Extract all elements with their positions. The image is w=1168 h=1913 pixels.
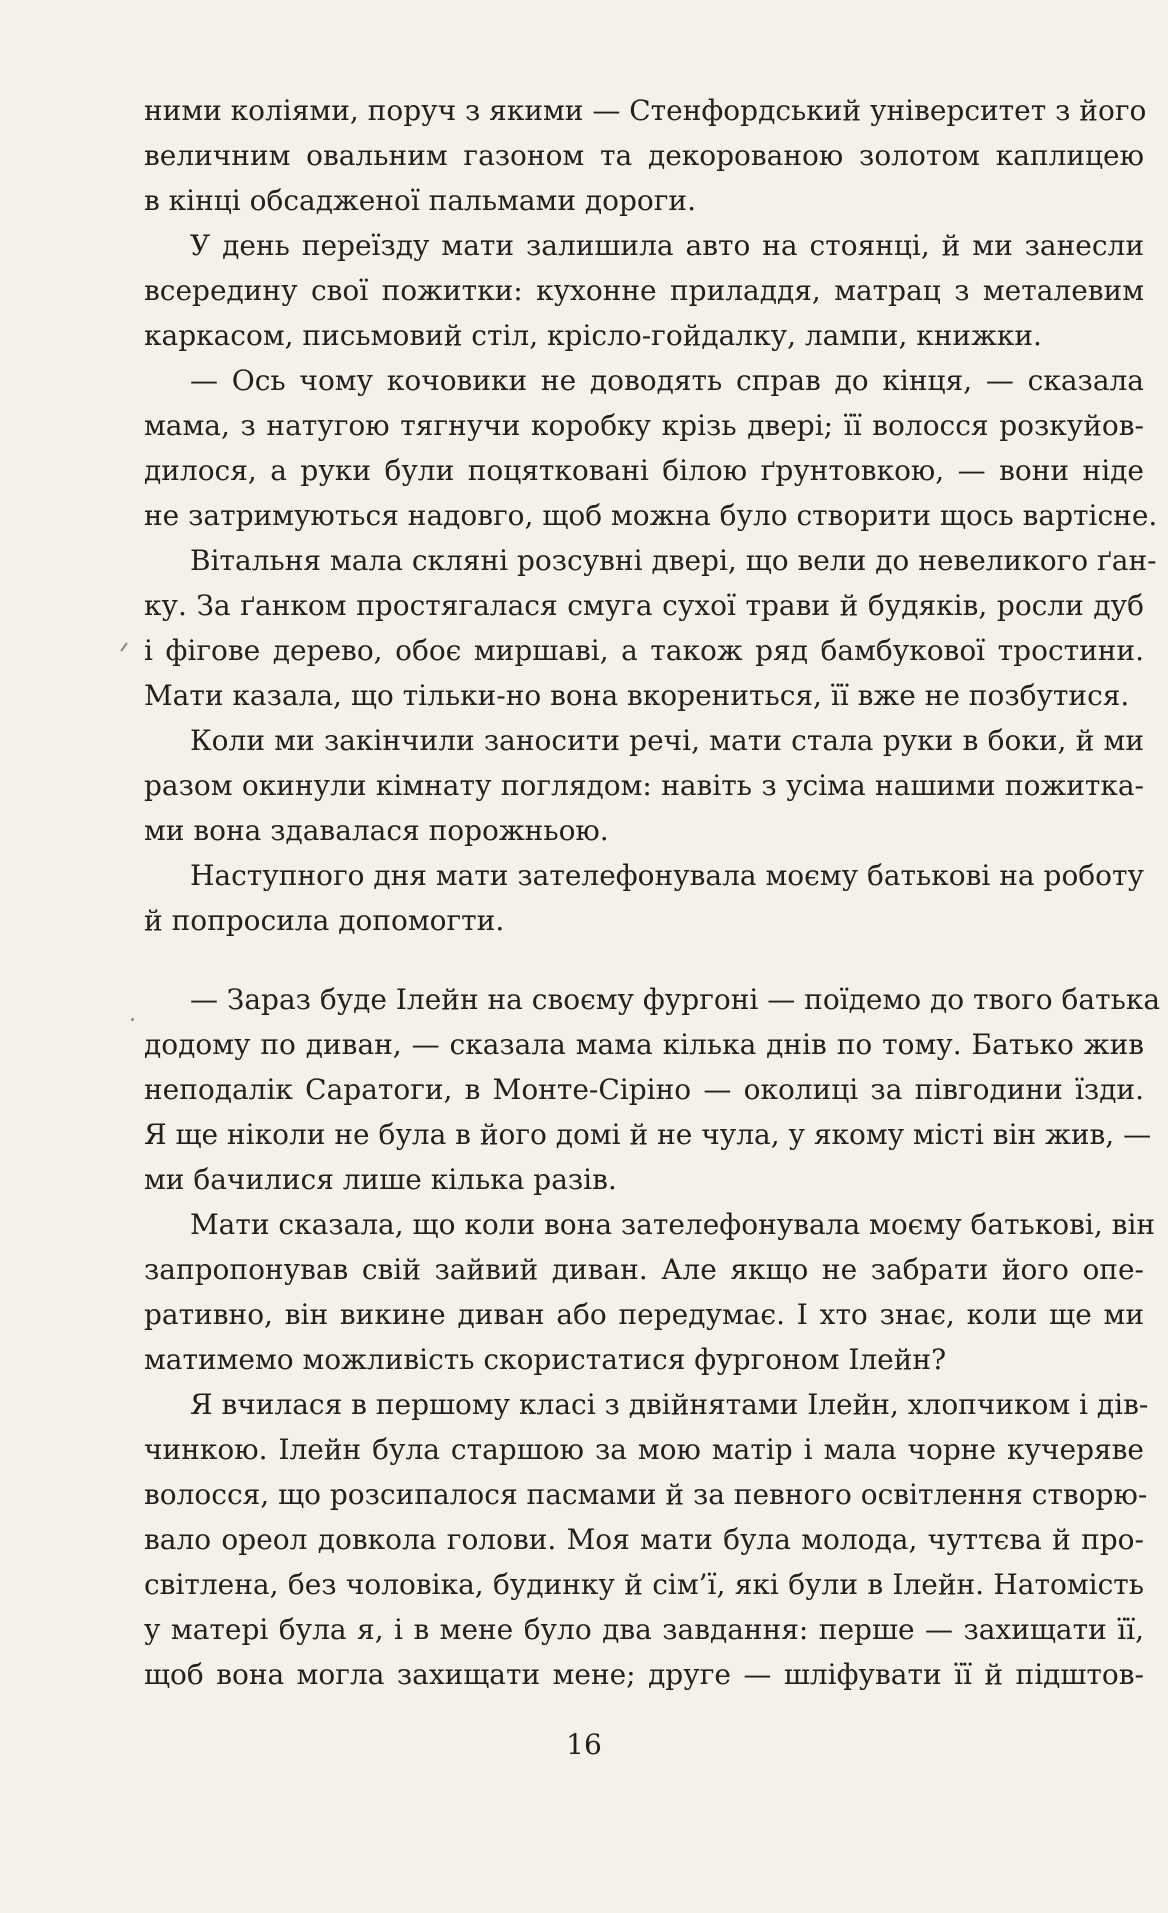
- text-line: Коли ми закінчили заносити речі, мати стала руки в боки, й ми: [190, 724, 1144, 757]
- paragraph: [144, 853, 1144, 943]
- text-line: разом окинули кімнату поглядом: навіть з усіма нашими пожитка-: [144, 769, 1144, 802]
- text-line: — Ось чому кочовики не доводять справ до кінця, — сказала: [190, 364, 1144, 397]
- text-line: — Зараз буде Ілейн на своєму фургоні — поїдемо до твого батька: [190, 983, 1161, 1016]
- text-line: каркасом, письмовий стіл, крісло-гойдалку, лампи, книжки.: [144, 319, 1042, 352]
- text-line: в кінці обсадженої пальмами дороги.: [144, 184, 696, 217]
- text-line: волосся, що розсипалося пасмами й за певного освітлення створю-: [144, 1478, 1148, 1511]
- body-text: [144, 88, 1161, 1697]
- text-line: Я вчилася в першому класі з двійнятами Ілейн, хлопчиком і дів-: [190, 1388, 1149, 1421]
- page-number: 16: [566, 1728, 602, 1761]
- text-line: не затримуються надовго, щоб можна було створити щось вартісне.: [144, 499, 1158, 532]
- text-line: й попросила допомогти.: [144, 904, 505, 937]
- text-line: Я ще ніколи не була в його домі й не чула, у якому місті він жив, —: [144, 1118, 1152, 1151]
- text-line: ку. За ґанком простягалася смуга сухої трави й будяків, росли дуб: [144, 589, 1144, 622]
- text-line: Вітальня мала скляні розсувні двері, що вели до невеликого ґан-: [190, 544, 1157, 577]
- text-line: ми вона здавалася порожньою.: [144, 814, 609, 847]
- text-line: Мати сказала, що коли вона зателефонувала моєму батькові, він: [190, 1208, 1156, 1241]
- paragraph: [144, 223, 1144, 358]
- text-line: Мати казала, що тільки-но вона вкорениться, її вже не позбутися.: [144, 679, 1130, 712]
- text-line: і фігове дерево, обоє миршаві, а також ряд бамбукової тростини.: [144, 634, 1144, 667]
- text-line: дилося, а руки були поцятковані білою ґрунтовкою, — вони ніде: [144, 454, 1144, 487]
- paragraph: [144, 538, 1157, 718]
- text-line: У день переїзду мати залишила авто на стоянці, й ми занесли: [190, 229, 1144, 262]
- text-line: запропонував свій зайвий диван. Але якщо не забрати його опе-: [144, 1253, 1144, 1286]
- section-gap: [144, 943, 1144, 977]
- text-line: Наступного дня мати зателефонувала моєму батькові на роботу: [190, 859, 1144, 892]
- text-line: вало ореол довкола голови. Моя мати була молода, чуттєва й про-: [144, 1523, 1144, 1556]
- paragraph: [144, 358, 1158, 538]
- text-line: матимемо можливість скористатися фургоном Ілейн?: [144, 1343, 947, 1376]
- paragraph: [144, 977, 1161, 1202]
- text-line: всередину свої пожитки: кухонне приладдя, матрац з металевим: [144, 274, 1144, 307]
- text-line: ними коліями, поруч з якими — Стенфордський університет з його: [144, 94, 1147, 127]
- text-line: ми бачилися лише кілька разів.: [144, 1163, 617, 1196]
- text-line: неподалік Саратоги, в Монте-Сіріно — околиці за півгодини їзди.: [144, 1073, 1144, 1106]
- text-line: ративно, він викине диван або передумає. І хто знає, коли ще ми: [144, 1298, 1144, 1331]
- text-line: додому по диван, — сказала мама кілька днів по тому. Батько жив: [144, 1028, 1144, 1061]
- text-line: величним овальним газоном та декорованою золотом каплицею: [144, 139, 1144, 172]
- text-line: у матері була я, і в мене було два завдання: перше — захищати її,: [144, 1613, 1144, 1646]
- paragraph: [144, 718, 1144, 853]
- paper-speck: [120, 642, 127, 651]
- text-line: світлена, без чоловіка, будинку й сім’ї, які були в Ілейн. Натомість: [144, 1568, 1144, 1601]
- paper-speck: [131, 1018, 134, 1021]
- paragraph: [144, 1202, 1156, 1382]
- text-line: мама, з натугою тягнучи коробку крізь двері; її волосся розкуйов-: [144, 409, 1144, 442]
- paragraph: [144, 88, 1147, 223]
- text-line: щоб вона могла захищати мене; друге — шліфувати її й підштов-: [144, 1658, 1144, 1691]
- text-line: чинкою. Ілейн була старшою за мою матір і мала чорне кучеряве: [144, 1433, 1144, 1466]
- paragraph: [144, 1382, 1149, 1697]
